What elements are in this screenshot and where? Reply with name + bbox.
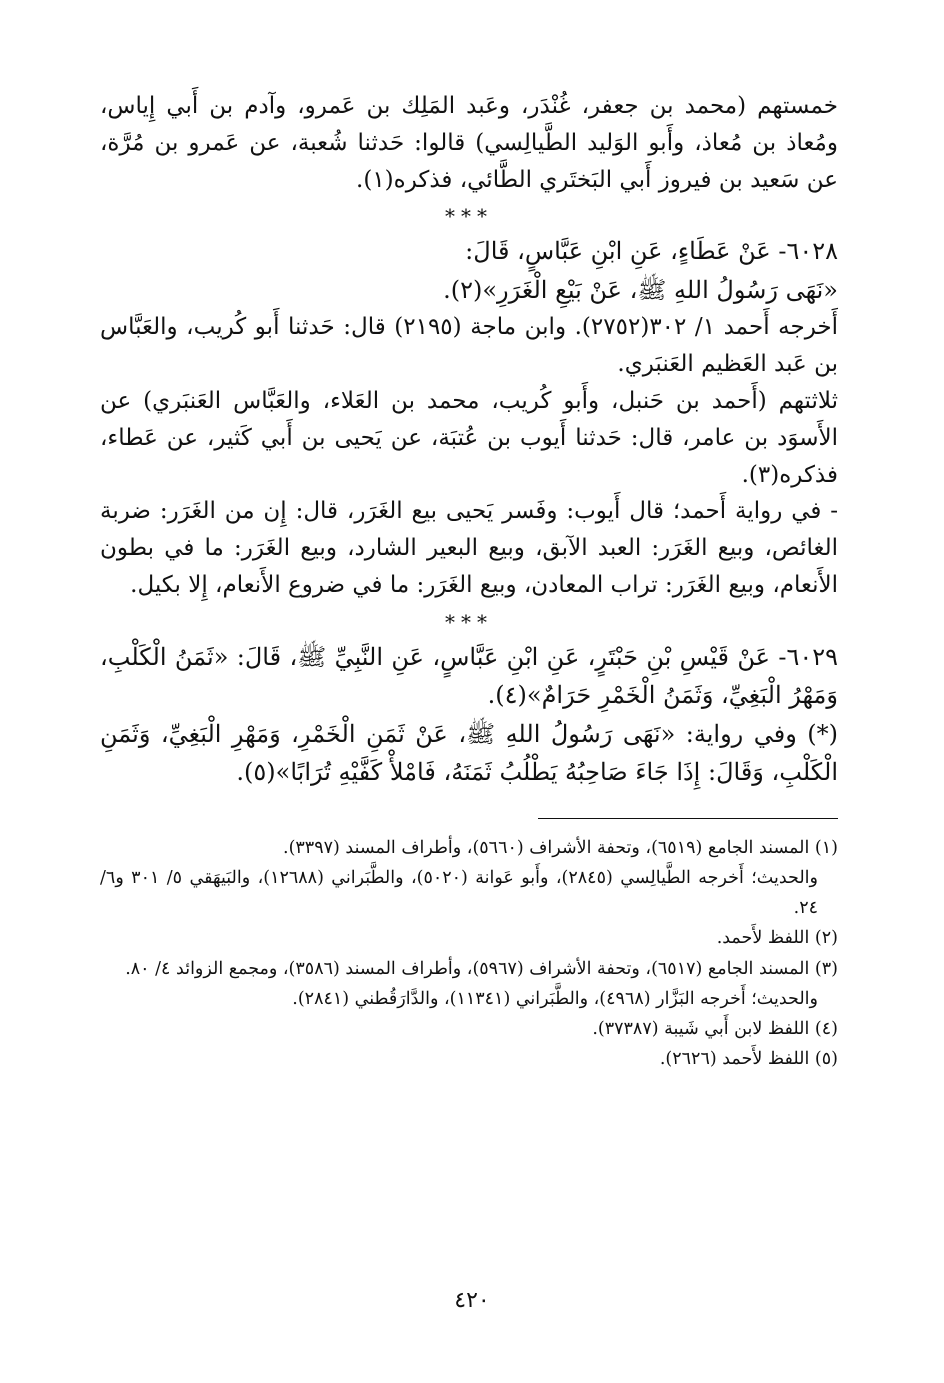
paragraph: أَخرجه أَحمد ١/ ٣٠٢(٢٧٥٢). وابن ماجة (٢١٩٥) قال: حَدثنا أَبو كُريب، والعَبَّاس بن عَبد العَظيم العَنبَري. bbox=[100, 314, 838, 378]
paragraph: خمستهم (محمد بن جعفر، غُنْدَر، وعَبد المَلِك بن عَمرو، وآدم بن أَبي إِياس، ومُعاذ بن مُعاذ، وأَبو الوَليد الطَّيالِسي) قالوا: حَدثنا شُعبة، عن عَمرو بن مُرَّة، عن سَعيد بن فيروز أَبي البَختَري الطَّائي، فذكره(١). bbox=[100, 93, 838, 193]
hadith-text: ٦٠٢٩- عَنْ قَيْسِ بْنِ حَبْتَرٍ، عَنِ ابْنِ عَبَّاسٍ، عَنِ النَّبِيِّ ﷺ، قَالَ: «ثَمَنُ الْكَلْبِ، وَمَهْرُ الْبَغِيِّ، وَثَمَنُ الْخَمْرِ حَرَامٌ»(٤). bbox=[100, 642, 838, 710]
footnote: (٢) اللفظ لأَحمد. bbox=[716, 928, 838, 949]
paragraph: - في رواية أَحمد؛ قال أَيوب: وفَسر يَحيى بيع الغَرَر، قال: إِن من الغَرَر: ضربة الغائص، وبيع الغَرَر: العبد الآبق، وبيع البعير الشارد، وبيع الغَرَر: ما في بطون الأَنعام، وبيع الغَرَر: تراب المعادن، وبيع الغَرَر: ما في ضروع الأَنعام، إِلا بكيل. bbox=[100, 498, 838, 598]
footnote: (١) المسند الجامع (٦٥١٩)، وتحفة الأشراف (٥٦٦٠)، وأطراف المسند (٣٣٩٧). bbox=[283, 837, 838, 858]
footnote-separator bbox=[538, 818, 838, 819]
footnote: (٤) اللفظ لابن أَبي شَيبة (٣٧٣٨٧). bbox=[592, 1018, 838, 1039]
page-body bbox=[100, 88, 838, 1074]
footnotes bbox=[100, 833, 838, 1075]
footnote: والحديث؛ أَخرجه الطَّيالِسي (٢٨٤٥)، وأَبو عَوانة (٥٠٢٠)، والطَّبَراني (١٢٦٨٨)، والبَيهَقي ٥/ ٣٠١ و٦/ ٢٤. bbox=[100, 867, 818, 919]
main-text bbox=[100, 88, 838, 792]
footnote: (٣) المسند الجامع (٦٥١٧)، وتحفة الأشراف (٥٩٦٧)، وأطراف المسند (٣٥٨٦)، ومجمع الزوائد ٤/ ٨٠. bbox=[125, 958, 838, 979]
hadith-text: «نَهَى رَسُولُ اللهِ ﷺ، عَنْ بَيْعِ الْغَرَرِ»(٢). bbox=[443, 275, 838, 304]
hadith-text: (*) وفي رواية: «نَهَى رَسُولُ اللهِ ﷺ، عَنْ ثَمَنِ الْخَمْرِ، وَمَهْرِ الْبَغِيِّ، وَثَمَنِ الْكَلْبِ، وَقَالَ: إِذَا جَاءَ صَاحِبُهُ يَطْلُبُ ثَمَنَهُ، فَامْلأْ كَفَّيْهِ تُرَابًا»(٥). bbox=[100, 719, 838, 787]
footnote: (٥) اللفظ لأَحمد (٢٦٢٦). bbox=[659, 1049, 838, 1070]
footnote: والحديث؛ أَخرجه البَزَّار (٤٩٦٨)، والطَّبَراني (١١٣٤١)، والدَّارَقُطني (٢٨٤١). bbox=[292, 988, 818, 1009]
paragraph: ثلاثتهم (أَحمد بن حَنبل، وأَبو كُريب، محمد بن العَلاء، والعَبَّاس العَنبَري) عن الأَسوَد بن عامر، قال: حَدثنا أَيوب بن عُتبَة، عن يَحيى بن أَبي كَثير، عن عَطاء، فذكره(٣). bbox=[100, 387, 838, 488]
section-separator-stars: *** bbox=[445, 204, 493, 229]
hadith-text: ٦٠٢٨- عَنْ عَطَاءٍ، عَنِ ابْنِ عَبَّاسٍ، قَالَ: bbox=[465, 237, 838, 266]
section-separator-stars: *** bbox=[445, 609, 493, 634]
page-number: ٤٢٠ bbox=[454, 1288, 490, 1313]
